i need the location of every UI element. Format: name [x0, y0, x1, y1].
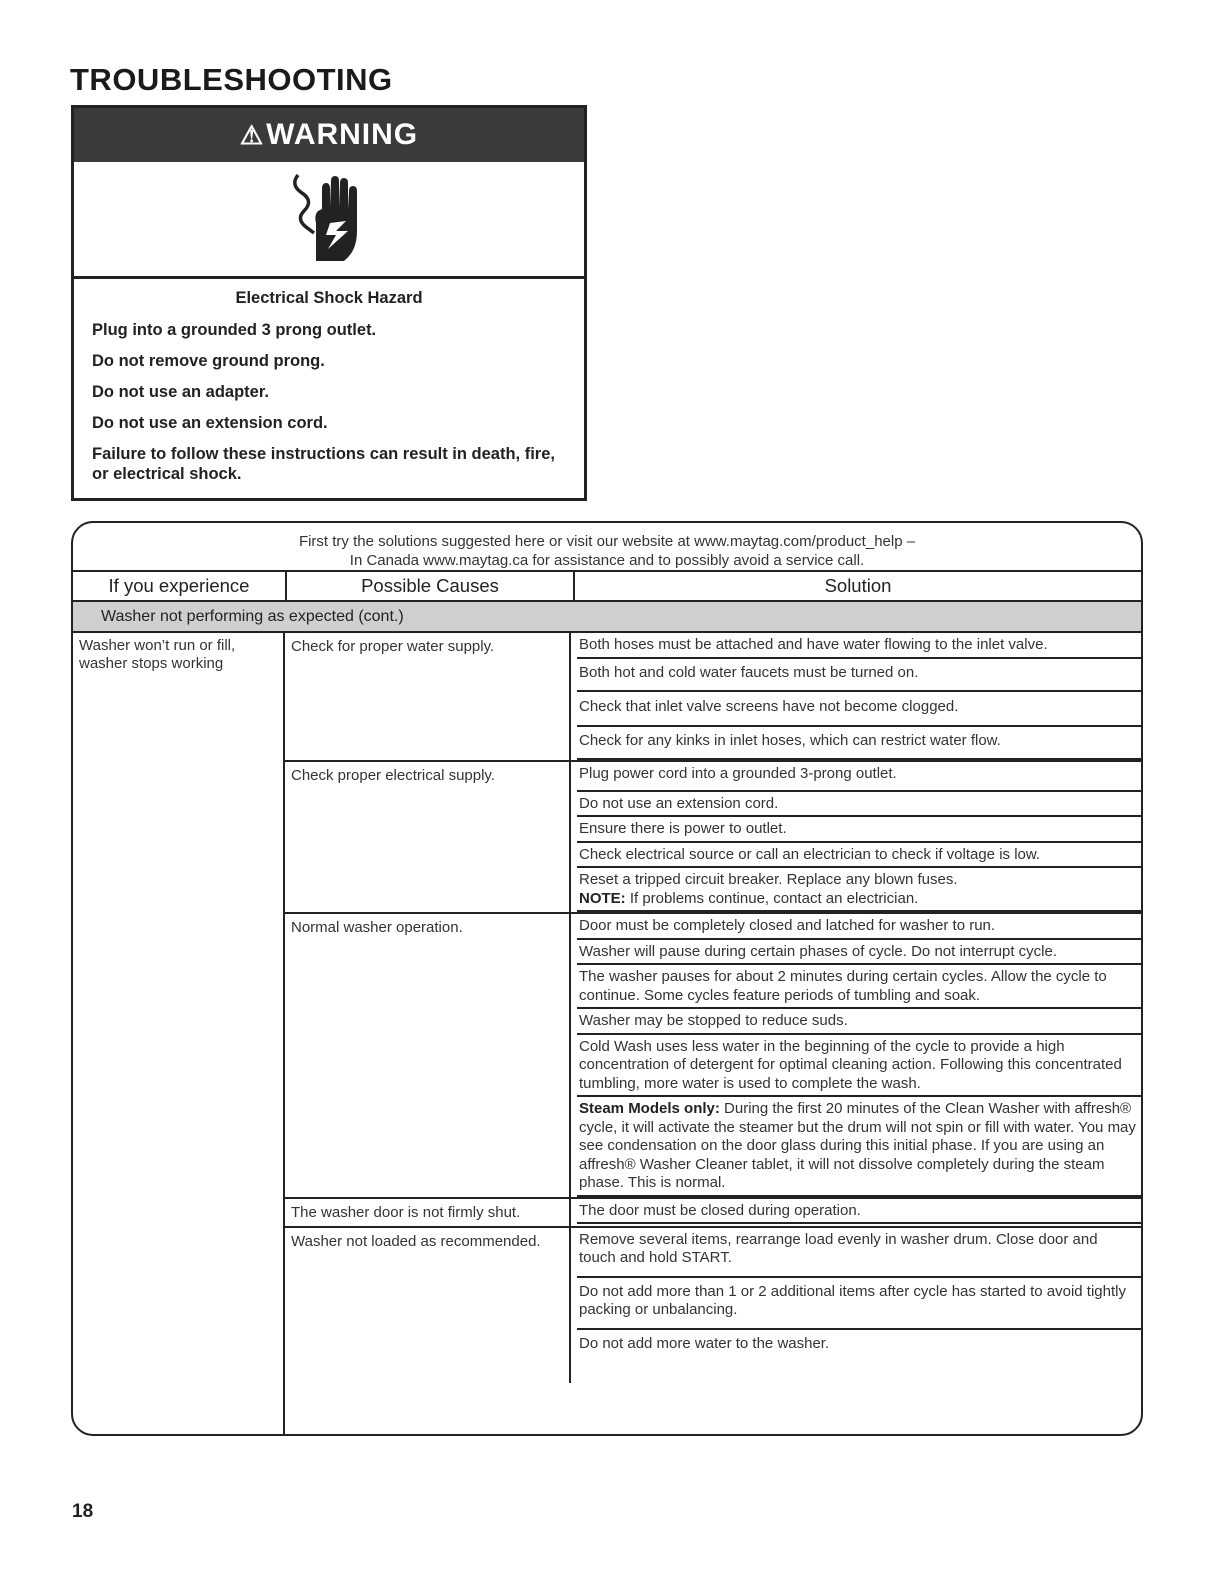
- solution-cell: The door must be closed during operation.: [577, 1199, 1141, 1225]
- intro-line: First try the solutions suggested here or visit our website at www.maytag.com/product_help –: [298, 533, 916, 550]
- warning-triangle-icon: ⚠: [239, 119, 265, 150]
- intro-line: In Canada www.maytag.ca for assistance and to possibly avoid a service call.: [349, 552, 865, 569]
- solution-cell: Do not add more water to the washer.: [579, 1334, 830, 1352]
- column-header: If you experience: [73, 572, 287, 600]
- solution-cell: Washer may be stopped to reduce suds.: [577, 1009, 1141, 1035]
- solution-cell: Check for any kinks in inlet hoses, which can restrict water flow.: [577, 727, 1141, 761]
- solution-cell: Plug power cord into a grounded 3-prong outlet.: [577, 762, 1141, 792]
- warning-line: Do not use an adapter.: [92, 383, 269, 401]
- solution-cell: Remove several items, rearrange load evenly in washer drum. Close door and touch and hold START.: [577, 1228, 1141, 1278]
- steam-label: Steam Models only:: [579, 1100, 720, 1117]
- warning-line: Do not use an extension cord.: [92, 414, 328, 432]
- note-body: If problems continue, contact an electrician.: [625, 889, 919, 907]
- note-text: [579, 890, 1137, 909]
- solution-cell: Cold Wash uses less water in the beginning of the cycle to provide a high concentration of detergent for optimal cleaning action. Following this concentrated tumbling, more water is used to complete the wash.: [577, 1035, 1141, 1098]
- solution-cell: The washer pauses for about 2 minutes during certain cycles. Allow the cycle to continue. Some cycles feature periods of tumbling and soak.: [577, 965, 1141, 1009]
- cause-cell: Normal washer operation.: [285, 914, 571, 1197]
- warning-line: Failure to follow these instructions can result in death, fire, or electrical shock.: [92, 445, 555, 483]
- table-body: [73, 633, 1141, 1436]
- hazard-title: Electrical Shock Hazard: [235, 289, 423, 307]
- solution-cell: Both hoses must be attached and have water flowing to the inlet valve.: [577, 633, 1141, 659]
- cause-group: [285, 914, 1141, 1199]
- column-header: Solution: [824, 575, 892, 596]
- solution-cell: Ensure there is power to outlet.: [577, 817, 1141, 843]
- cause-group: [285, 762, 1141, 914]
- solution-cell: Do not add more than 1 or 2 additional items after cycle has started to avoid tightly packing or unbalancing.: [577, 1278, 1141, 1330]
- troubleshooting-table-panel: [71, 521, 1143, 1436]
- cause-cell: Check proper electrical supply.: [285, 762, 571, 912]
- table-header-row: [73, 570, 1141, 602]
- steam-text: During the first 20 minutes of the Clean Washer with affresh® cycle, it will activate the steamer but the drum will not spin or fill with water. You may see condensation on the door glass during this initial phase. If you are using an affresh® Washer Cleaner tablet, it will not dissolve completely during the steam phase. This is normal.: [579, 1100, 1136, 1191]
- warning-heading: WARNING: [266, 118, 419, 151]
- cause-cell: The washer door is not firmly shut.: [285, 1199, 571, 1226]
- solution-cell: Check electrical source or call an electrician to check if voltage is low.: [577, 843, 1141, 869]
- solution-cell: [577, 868, 1141, 912]
- solution-text: Reset a tripped circuit breaker. Replace any blown fuses.: [579, 871, 958, 888]
- solution-cell: Check that inlet valve screens have not become clogged.: [577, 692, 1141, 727]
- page-title: TROUBLESHOOTING: [70, 62, 393, 97]
- warning-line: Do not remove ground prong.: [92, 352, 325, 370]
- column-header: Possible Causes: [287, 572, 575, 600]
- page-number: 18: [72, 1501, 94, 1522]
- solution-cell: Door must be completely closed and latched for washer to run.: [577, 914, 1141, 940]
- warning-header: [74, 108, 584, 162]
- intro-text: [73, 523, 1141, 570]
- note-label: NOTE:: [579, 889, 626, 907]
- solution-cell: Washer will pause during certain phases of cycle. Do not interrupt cycle.: [577, 940, 1141, 966]
- cause-cell: Check for proper water supply.: [285, 633, 571, 760]
- section-heading: Washer not performing as expected (cont.): [73, 602, 1141, 633]
- warning-line: Plug into a grounded 3 prong outlet.: [92, 321, 377, 339]
- cause-group: [285, 633, 1141, 762]
- cause-group: [285, 1199, 1141, 1228]
- cause-group: [285, 1228, 1141, 1383]
- electrical-shock-hand-icon: [74, 162, 584, 279]
- problem-cell: Washer won’t run or fill, washer stops working: [73, 633, 285, 1436]
- warning-box: [71, 105, 587, 501]
- solution-cell: Do not use an extension cord.: [577, 792, 1141, 818]
- solution-cell: [577, 1097, 1141, 1197]
- cause-cell: Washer not loaded as recommended.: [285, 1228, 571, 1383]
- solution-cell: Both hot and cold water faucets must be turned on.: [577, 659, 1141, 693]
